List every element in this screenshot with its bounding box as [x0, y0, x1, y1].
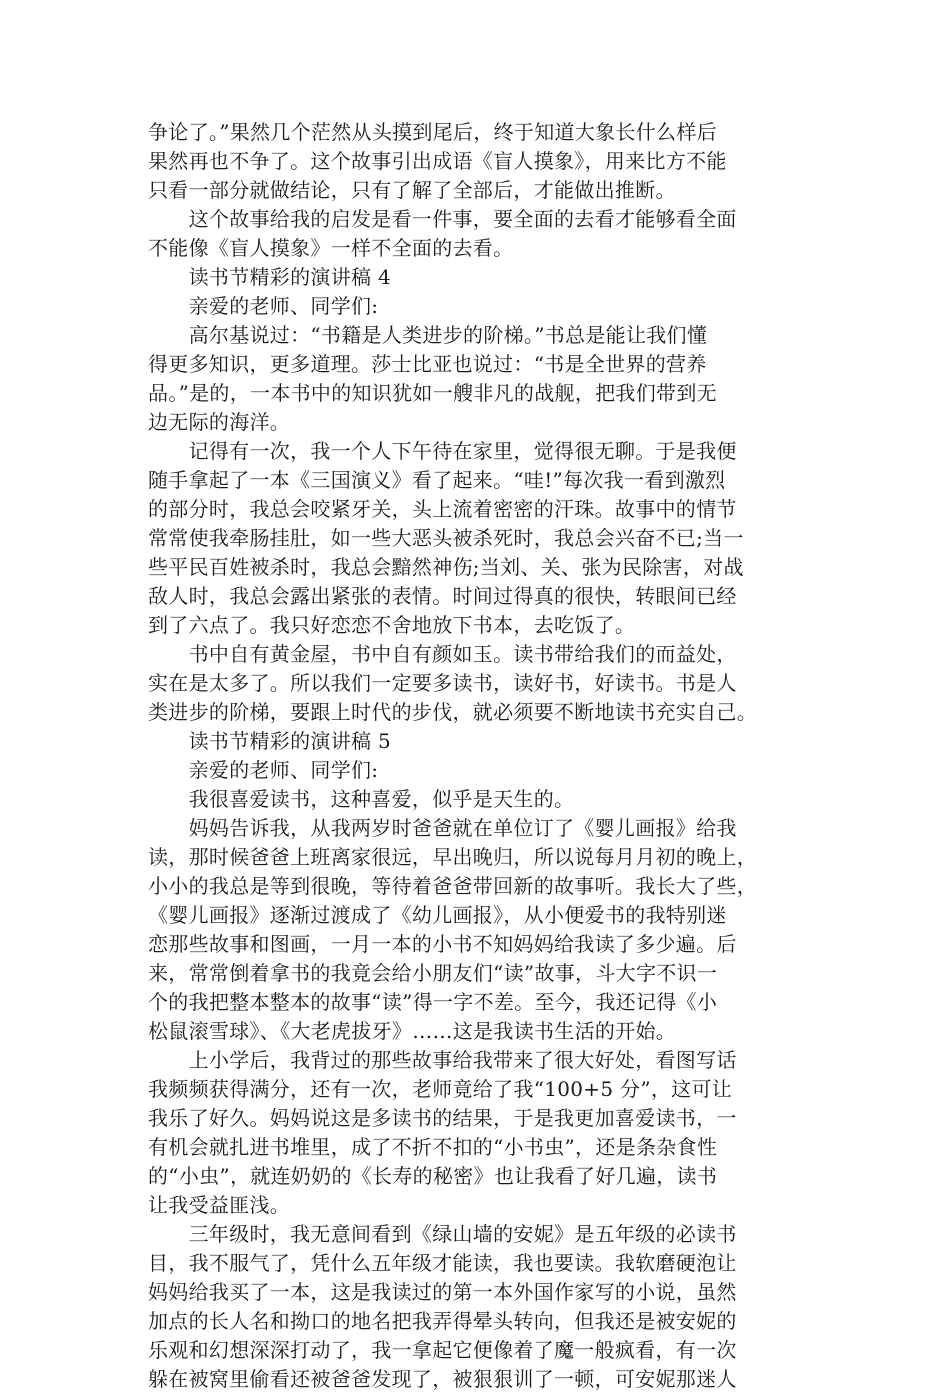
text-line: 记得有一次，我一个人下午待在家里，觉得很无聊。于是我便 — [148, 439, 737, 463]
text-line: 上小学后，我背过的那些故事给我带来了很大好处，看图写话 — [148, 1048, 737, 1072]
text-line: 我乐了好久。妈妈说这是多读书的结果，于是我更加喜爱读书，一 — [148, 1106, 737, 1130]
salutation: 亲爱的老师、同学们: — [148, 294, 379, 318]
document-body — [148, 118, 808, 1394]
text-line: 《婴儿画报》逐渐过渡成了《幼儿画报》，从小便爱书的我特别迷 — [148, 903, 727, 927]
text-line: 书中自有黄金屋，书中自有颜如玉。读书带给我们的而益处， — [148, 642, 737, 666]
text-line: 只看一部分就做结论，只有了解了全部后，才能做出推断。 — [148, 178, 676, 202]
text-line: 恋那些故事和图画，一月一本的小书不知妈妈给我读了多少遍。后 — [148, 932, 737, 956]
text-line: 果然再也不争了。这个故事引出成语《盲人摸象》，用来比方不能 — [148, 149, 727, 173]
text-line: 松鼠滚雪球》、《大老虎拔牙》……这是我读书生活的开始。 — [148, 1019, 677, 1043]
text-line: 有机会就扎进书堆里，成了不折不扣的“小书虫”，还是条杂食性 — [148, 1135, 718, 1159]
section-heading: 读书节精彩的演讲稿 4 — [148, 265, 391, 289]
text-line: 加点的长人名和拗口的地名把我弄得晕头转向，但我还是被安妮的 — [148, 1309, 737, 1333]
text-line: 类进步的阶梯，要跟上时代的步伐，就必须要不断地读书充实自己。 — [148, 700, 757, 724]
text-line: 些平民百姓被杀时，我总会黯然神伤;当刘、关、张为民除害，对战 — [148, 555, 744, 579]
text-line: 不能像《盲人摸象》一样不全面的去看。 — [148, 236, 514, 260]
text-line: 随手拿起了一本《三国演义》看了起来。“哇!”每次我一看到激烈 — [148, 468, 726, 492]
text-line: 边无际的海洋。 — [148, 410, 291, 434]
text-line: 品。”是的，一本书中的知识犹如一艘非凡的战舰，把我们带到无 — [148, 381, 717, 405]
text-line: 读，那时候爸爸上班离家很远，早出晚归，所以说每月月初的晚上， — [148, 845, 757, 869]
salutation: 亲爱的老师、同学们: — [148, 758, 379, 782]
text-line: 得更多知识，更多道理。莎士比亚也说过：“书是全世界的营养 — [148, 352, 707, 376]
text-line: 到了六点了。我只好恋恋不舍地放下书本，去吃饭了。 — [148, 613, 636, 637]
text-line: 来，常常倒着拿书的我竟会给小朋友们“读”故事，斗大字不识一 — [148, 961, 718, 985]
text-line: 小小的我总是等到很晚，等待着爸爸带回新的故事听。我长大了些， — [148, 874, 757, 898]
text-line: 让我受益匪浅。 — [148, 1193, 291, 1217]
text-line: 的部分时，我总会咬紧牙关，头上流着密密的汗珠。故事中的情节 — [148, 497, 737, 521]
text-line: 个的我把整本整本的故事“读”得一字不差。至今，我还记得《小 — [148, 990, 718, 1014]
section-heading: 读书节精彩的演讲稿 5 — [148, 729, 391, 753]
text-line: 三年级时，我无意间看到《绿山墙的安妮》是五年级的必读书 — [148, 1222, 737, 1246]
text-line: 高尔基说过：“书籍是人类进步的阶梯。”书总是能让我们懂 — [148, 323, 708, 347]
text-line: 这个故事给我的启发是看一件事，要全面的去看才能够看全面 — [148, 207, 737, 231]
text-line: 妈妈给我买了一本，这是我读过的第一本外国作家写的小说，虽然 — [148, 1280, 737, 1304]
text-line: 目，我不服气了，凭什么五年级才能读，我也要读。我软磨硬泡让 — [148, 1251, 737, 1275]
text-line: 乐观和幻想深深打动了，我一拿起它便像着了魔一般疯看，有一次 — [148, 1338, 737, 1362]
text-line: 争论了。”果然几个茫然从头摸到尾后，终于知道大象长什么样后 — [148, 120, 717, 144]
text-line: 的“小虫”，就连奶奶的《长寿的秘密》也让我看了好几遍，读书 — [148, 1164, 718, 1188]
text-line: 实在是太多了。所以我们一定要多读书，读好书，好读书。书是人 — [148, 671, 737, 695]
text-line: 敌人时，我总会露出紧张的表情。时间过得真的很快，转眼间已经 — [148, 584, 737, 608]
text-line: 常常使我牵肠挂肚，如一些大恶头被杀死时，我总会兴奋不已;当一 — [148, 526, 744, 550]
text-line: 我频频获得满分，还有一次，老师竟给了我“100+5 分”，这可让 — [148, 1077, 733, 1101]
text-line: 我很喜爱读书，这种喜爱，似乎是天生的。 — [148, 787, 575, 811]
text-line: 妈妈告诉我，从我两岁时爸爸就在单位订了《婴儿画报》给我 — [148, 816, 737, 840]
text-line: 躲在被窝里偷看还被爸爸发现了，被狠狠训了一顿，可安妮那迷人 — [148, 1367, 737, 1391]
